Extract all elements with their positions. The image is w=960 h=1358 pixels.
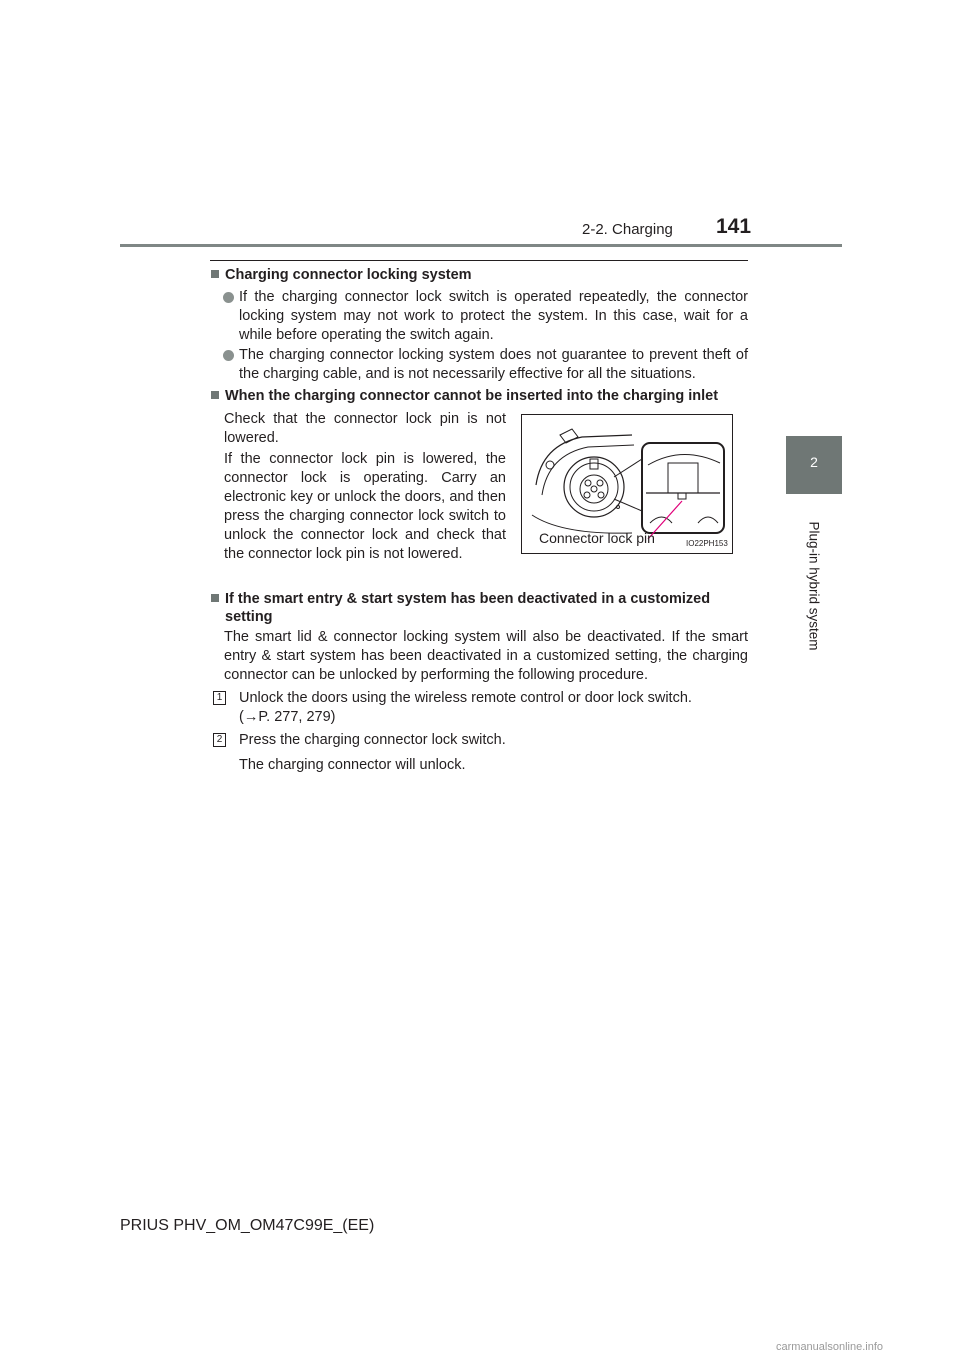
square-bullet-icon [211,270,219,278]
round-bullet-icon [223,350,234,361]
paragraph-pin-lowered: If the connector lock pin is lowered, the connector lock is operating. Carry an electronic key or unlock the doors, and then press the charging connector lock switch to unlock the connector lock and check that the connector lock pin is not lowered. [224,451,506,562]
step-2-text: Press the charging connector lock switch. [239,732,506,748]
heading-connector-locking [211,267,472,283]
figure-code: IO22PH153 [686,539,728,548]
step-number-2: 2 [213,733,226,747]
round-bullet-icon [223,292,234,303]
paragraph-smart-lid: The smart lid & connector locking system will also be deactivated. If the smart entry & start system has been deactivated in a customized setting, the charging connector can be unlocked by performing the following procedure. [224,629,748,683]
heading-continuation: setting [225,609,273,625]
page-number: 141 [716,215,752,238]
chapter-number: 2 [810,454,818,470]
paragraph-check-pin: Check that the connector lock pin is not lowered. [224,411,506,446]
step-2-note: The charging connector will unlock. [239,757,466,773]
step-number-1: 1 [213,691,226,705]
footer-watermark: carmanualsonline.info [776,1341,884,1353]
chapter-title: Plug-in hybrid system [806,521,822,651]
bullet-repeated-operation: If the charging connector lock switch is operated repeatedly, the connector locking system may not work to protect the system. In this case, wait for a while before operating the switch again. [239,289,748,343]
section-title: 2-2. Charging [582,221,673,238]
square-bullet-icon [211,391,219,399]
header-rule [120,244,842,247]
footer-model-code: PRIUS PHV_OM_OM47C99E_(EE) [120,1217,375,1234]
figure-callout-label: Connector lock pin [539,530,655,546]
bullet-theft-warning: The charging connector locking system does not guarantee to prevent theft of the charging cable, and is not necessarily effective for all the situations. [239,347,748,382]
square-bullet-icon [211,594,219,602]
heading-text: When the charging connector cannot be inserted into the charging inlet [225,388,719,404]
heading-smart-entry-deactivated [211,591,710,607]
step-1-reference: (→P. 277, 279) [239,709,336,725]
heading-text: Charging connector locking system [225,267,472,283]
heading-connector-not-inserted [211,388,718,404]
step-1-text: Unlock the doors using the wireless remote control or door lock switch. [239,690,692,706]
section-divider [210,260,748,261]
heading-text: If the smart entry & start system has been deactivated in a customized [225,591,711,607]
